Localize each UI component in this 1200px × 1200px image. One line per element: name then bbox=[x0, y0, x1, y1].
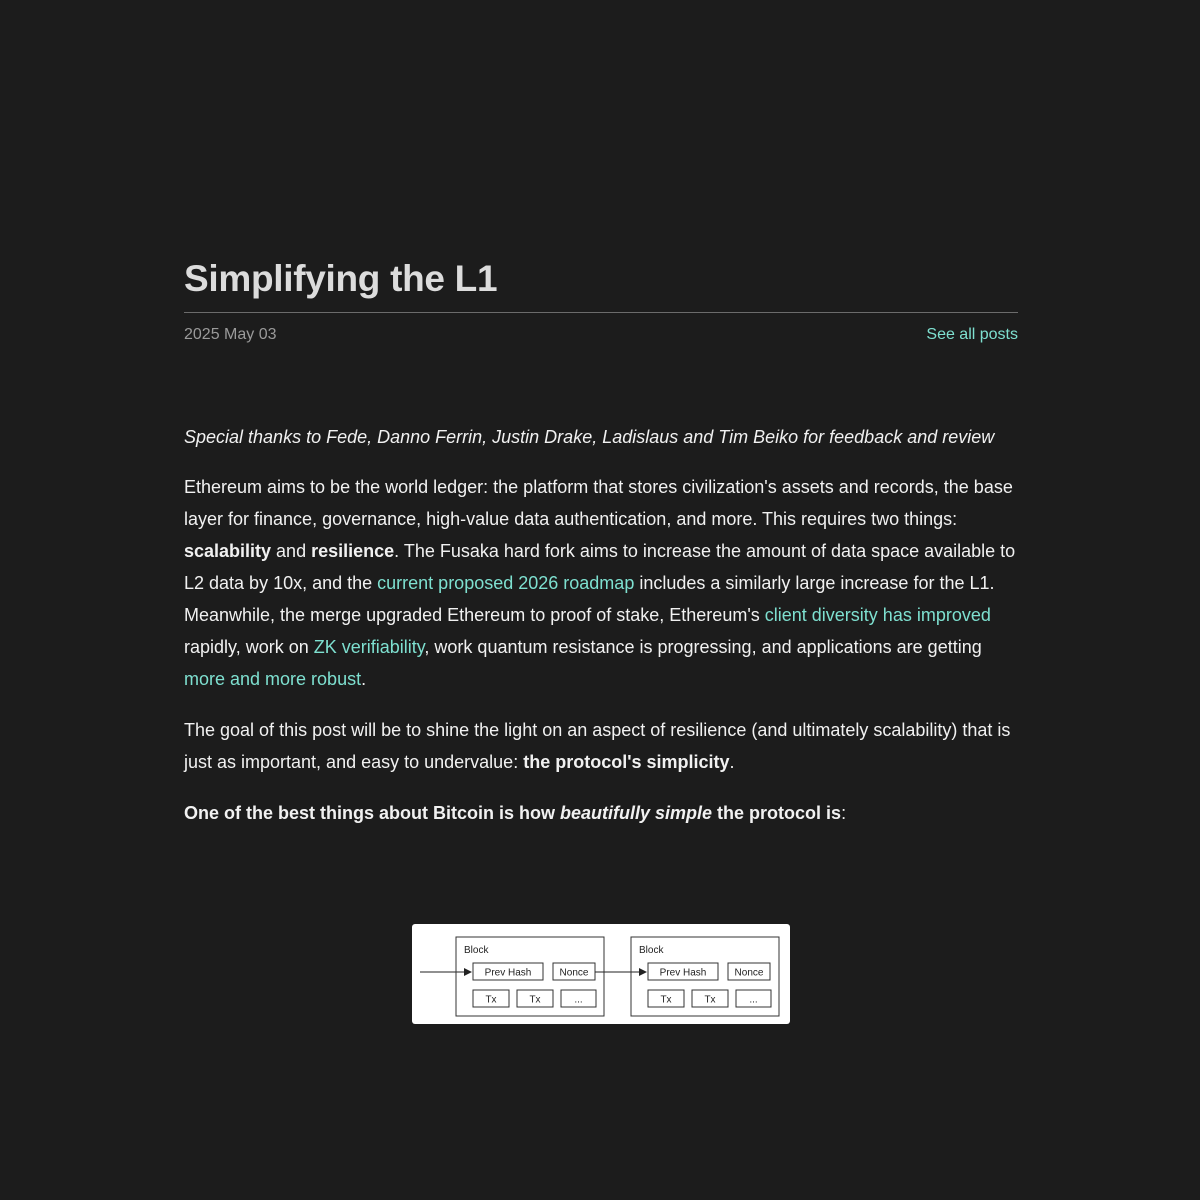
text-span: The goal of this post will be to shine the light on an aspect of resilience (and ultimately scalability) that is just as important, and easy to undervalue: bbox=[184, 720, 1011, 772]
tx-label: Tx bbox=[485, 994, 497, 1006]
block-2 bbox=[631, 937, 779, 1016]
acknowledgements: Special thanks to Fede, Danno Ferrin, Justin Drake, Ladislaus and Tim Beiko for feedback and review bbox=[184, 427, 995, 447]
post-date: 2025 May 03 bbox=[184, 326, 277, 343]
bold-resilience: resilience bbox=[311, 541, 395, 561]
nonce-label: Nonce bbox=[559, 967, 589, 979]
bold-scalability: scalability bbox=[184, 541, 272, 561]
link-zk-verifiability[interactable]: ZK verifiability bbox=[313, 637, 425, 657]
more-label: ... bbox=[574, 994, 583, 1006]
block-1 bbox=[456, 937, 604, 1016]
paragraph-bitcoin bbox=[184, 797, 1018, 829]
text-span: . bbox=[361, 669, 367, 689]
block-label: Block bbox=[464, 945, 489, 956]
text-span: . The Fusaka hard fork aims to increase the amount of data space available to L2 data by 10x, and the bbox=[184, 541, 1016, 593]
nonce-label: Nonce bbox=[734, 967, 764, 979]
text-span: One of the best things about Bitcoin is how bbox=[184, 803, 560, 823]
text-span: : bbox=[841, 803, 847, 823]
text-span: . bbox=[729, 752, 735, 772]
bitcoin-block-diagram bbox=[412, 924, 790, 1024]
article-body bbox=[184, 421, 1018, 829]
title-divider bbox=[184, 312, 1018, 313]
page-title: Simplifying the L1 bbox=[184, 258, 498, 299]
paragraph-intro bbox=[184, 471, 1018, 695]
link-client-diversity[interactable]: client diversity has improved bbox=[764, 605, 991, 625]
post-meta bbox=[184, 325, 1018, 345]
see-all-posts-link[interactable]: See all posts bbox=[926, 326, 1018, 343]
emphasis-beautifully-simple: beautifully simple bbox=[560, 803, 713, 823]
link-more-robust[interactable]: more and more robust bbox=[184, 669, 362, 689]
tx-label: Tx bbox=[529, 994, 541, 1006]
block-label: Block bbox=[639, 945, 664, 956]
diagram-svg bbox=[412, 924, 790, 1024]
text-span: the protocol is bbox=[712, 803, 842, 823]
text-span: rapidly, work on bbox=[184, 637, 314, 657]
tx-label: Tx bbox=[660, 994, 672, 1006]
bold-bitcoin-statement bbox=[184, 803, 841, 823]
paragraph-goal bbox=[184, 714, 1018, 778]
tx-label: Tx bbox=[704, 994, 716, 1006]
prev-hash-label: Prev Hash bbox=[484, 967, 532, 979]
text-span: and bbox=[271, 541, 312, 561]
bold-protocol-simplicity: the protocol's simplicity bbox=[523, 752, 730, 772]
text-span: , work quantum resistance is progressing, and applications are getting bbox=[424, 637, 982, 657]
more-label: ... bbox=[749, 994, 758, 1006]
link-roadmap[interactable]: current proposed 2026 roadmap bbox=[377, 573, 635, 593]
text-span: includes a similarly large increase for the L1. Meanwhile, the merge upgraded Ethereum to proof of stake, Ethereum's bbox=[184, 573, 995, 625]
article bbox=[184, 256, 1018, 848]
prev-hash-label: Prev Hash bbox=[659, 967, 707, 979]
text-span: Ethereum aims to be the world ledger: the platform that stores civilization's assets and records, the base layer for finance, governance, high-value data authentication, and more. This requires two things: bbox=[184, 477, 1013, 529]
